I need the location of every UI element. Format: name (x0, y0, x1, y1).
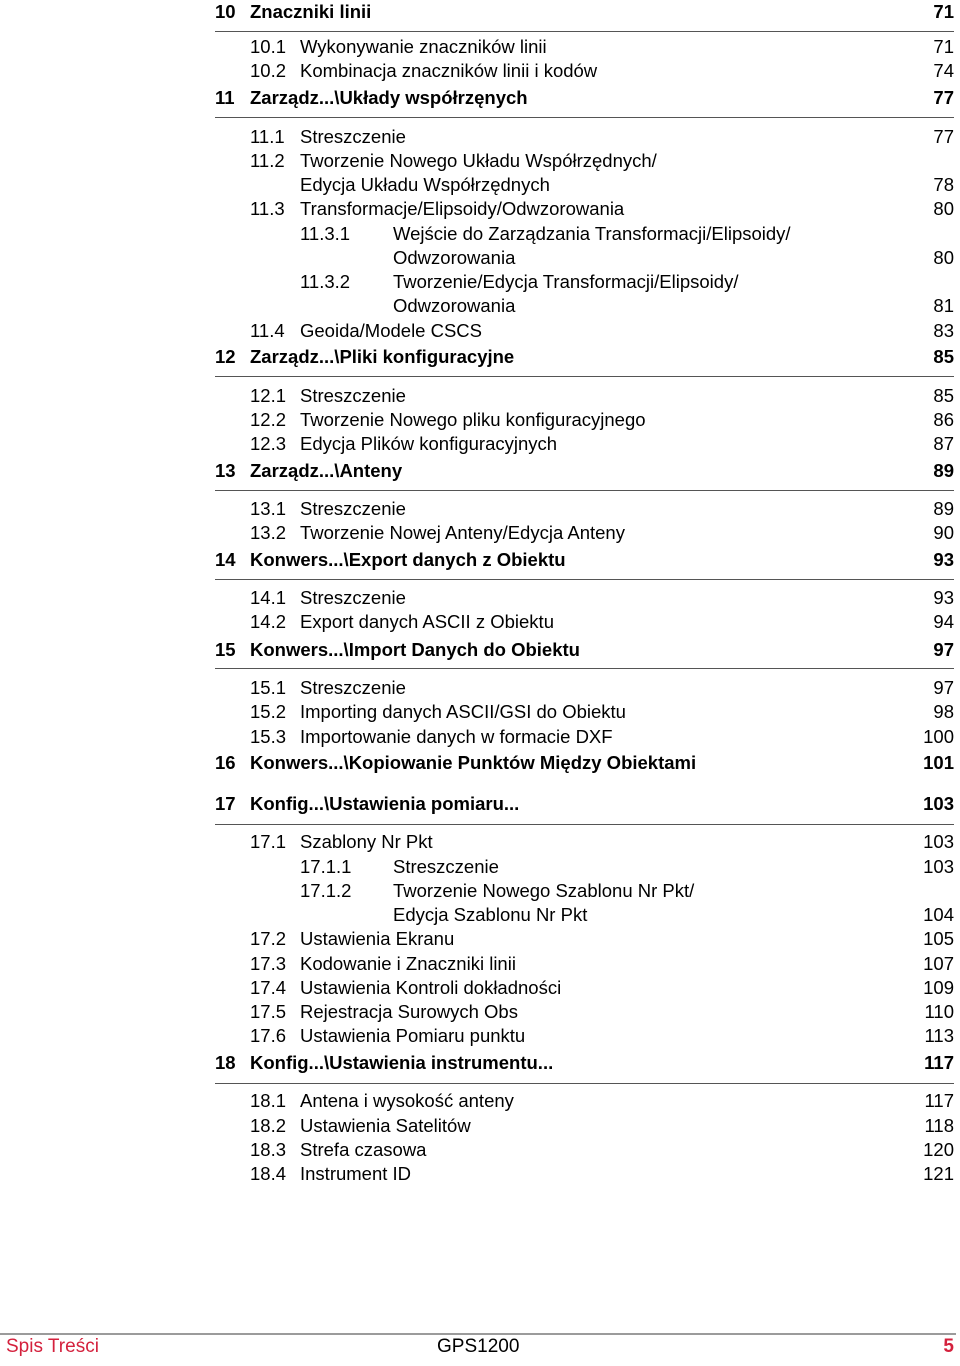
toc-entry-number: 15.2 (250, 701, 287, 722)
toc-entry-page: 86 (933, 409, 954, 430)
toc-entry-page: 93 (933, 549, 954, 570)
toc-chapter-entry[interactable] (0, 751, 960, 775)
toc-entry-number: 13.2 (250, 522, 287, 543)
toc-section-entry[interactable] (0, 879, 960, 903)
chapter-divider (215, 579, 954, 580)
toc-entry-number: 12.2 (250, 409, 287, 430)
toc-entry-title: Tworzenie/Edycja Transformacji/Elipsoidy/ (393, 271, 739, 292)
toc-entry-number: 13 (215, 460, 236, 481)
chapter-divider (215, 490, 954, 491)
toc-section-entry[interactable] (0, 700, 960, 724)
toc-entry-page: 77 (933, 126, 954, 147)
toc-entry-title: Tworzenie Nowego pliku konfiguracyjnego (300, 409, 646, 430)
toc-section-entry[interactable] (0, 270, 960, 294)
toc-section-entry[interactable] (0, 222, 960, 246)
toc-entry-title: Edycja Układu Współrzędnych (300, 174, 550, 195)
toc-entry-page: 71 (933, 1, 954, 22)
toc-entry-title: Tworzenie Nowego Szablonu Nr Pkt/ (393, 880, 695, 901)
toc-section-entry[interactable] (0, 1162, 960, 1186)
toc-entry-page: 78 (933, 174, 954, 195)
chapter-divider (215, 824, 954, 825)
toc-section-entry[interactable] (0, 149, 960, 173)
toc-section-entry[interactable] (0, 903, 960, 927)
toc-entry-title: Geoida/Modele CSCS (300, 320, 483, 341)
toc-entry-page: 117 (924, 1090, 954, 1111)
toc-entry-page: 118 (924, 1115, 954, 1136)
toc-entry-title: Instrument ID (300, 1163, 412, 1184)
toc-entry-title: Importing danych ASCII/GSI do Obiektu (300, 701, 626, 722)
toc-section-entry[interactable] (0, 1024, 960, 1048)
toc-entry-number: 12.3 (250, 433, 287, 454)
toc-entry-title: Zarządz...\Układy współrzęnych (250, 87, 528, 108)
toc-entry-number: 17 (215, 793, 236, 814)
toc-entry-title: Export danych ASCII z Obiektu (300, 611, 554, 632)
toc-entry-number: 10.2 (250, 60, 287, 81)
toc-section-entry[interactable] (0, 197, 960, 221)
toc-section-entry[interactable] (0, 855, 960, 879)
toc-entry-number: 15.3 (250, 726, 287, 747)
toc-entry-title: Konfig...\Ustawienia instrumentu... (250, 1052, 554, 1073)
toc-entry-title: Szablony Nr Pkt (300, 831, 433, 852)
toc-entry-title: Kombinacja znaczników linii i kodów (300, 60, 598, 81)
toc-entry-page: 103 (923, 856, 954, 877)
toc-entry-title: Streszczenie (300, 126, 406, 147)
toc-entry-number: 14 (215, 549, 236, 570)
toc-chapter-entry[interactable] (0, 548, 960, 572)
toc-entry-page: 85 (933, 385, 954, 406)
toc-section-entry[interactable] (0, 35, 960, 59)
toc-entry-number: 18.4 (250, 1163, 287, 1184)
toc-entry-page: 89 (933, 498, 954, 519)
toc-entry-number: 11.4 (250, 320, 285, 341)
toc-entry-number: 14.2 (250, 611, 287, 632)
toc-chapter-entry[interactable] (0, 345, 960, 369)
toc-entry-number: 12 (215, 346, 236, 367)
toc-section-entry[interactable] (0, 610, 960, 634)
toc-entry-number: 11.3.2 (300, 271, 351, 292)
toc-entry-title: Rejestracja Surowych Obs (300, 1001, 518, 1022)
toc-entry-page: 104 (923, 904, 954, 925)
toc-entry-page: 105 (923, 928, 954, 949)
toc-entry-page: 71 (933, 36, 954, 57)
toc-entry-title: Odwzorowania (393, 247, 516, 268)
toc-chapter-entry[interactable] (0, 86, 960, 110)
toc-entry-page: 103 (923, 793, 954, 814)
toc-entry-title: Ustawienia Kontroli dokładności (300, 977, 562, 998)
toc-entry-number: 14.1 (250, 587, 287, 608)
toc-entry-title: Wejście do Zarządzania Transformacji/Elipsoidy/ (393, 223, 791, 244)
toc-entry-number: 17.6 (250, 1025, 287, 1046)
toc-entry-number: 15 (215, 639, 236, 660)
toc-entry-number: 11.3.1 (300, 223, 351, 244)
toc-section-entry[interactable] (0, 976, 960, 1000)
toc-chapter-entry[interactable] (0, 792, 960, 816)
toc-section-entry[interactable] (0, 173, 960, 197)
toc-section-entry[interactable] (0, 521, 960, 545)
toc-entry-title: Streszczenie (300, 587, 406, 608)
toc-entry-title: Edycja Szablonu Nr Pkt (393, 904, 588, 925)
toc-entry-page: 97 (933, 677, 954, 698)
toc-entry-page: 77 (933, 87, 954, 108)
toc-entry-title: Streszczenie (300, 677, 406, 698)
toc-entry-page: 97 (933, 639, 954, 660)
toc-section-entry[interactable] (0, 676, 960, 700)
toc-entry-number: 18.2 (250, 1115, 287, 1136)
toc-entry-title: Znaczniki linii (250, 1, 372, 22)
toc-entry-number: 15.1 (250, 677, 287, 698)
toc-section-entry[interactable] (0, 952, 960, 976)
chapter-divider (215, 31, 954, 32)
toc-entry-number: 13.1 (250, 498, 287, 519)
toc-entry-page: 94 (933, 611, 954, 632)
page-footer (0, 1326, 960, 1366)
toc-section-entry[interactable] (0, 384, 960, 408)
toc-section-entry[interactable] (0, 1089, 960, 1113)
toc-entry-page: 74 (933, 60, 954, 81)
toc-chapter-entry[interactable] (0, 0, 960, 24)
toc-entry-title: Antena i wysokość anteny (300, 1090, 514, 1111)
toc-section-entry[interactable] (0, 246, 960, 270)
toc-section-entry[interactable] (0, 319, 960, 343)
toc-entry-title: Zarządz...\Anteny (250, 460, 403, 481)
toc-entry-page: 113 (924, 1025, 954, 1046)
toc-entry-number: 17.1 (250, 831, 287, 852)
toc-entry-number: 11.3 (250, 198, 285, 219)
toc-entry-page: 100 (923, 726, 954, 747)
toc-entry-number: 10.1 (250, 36, 287, 57)
toc-entry-page: 89 (933, 460, 954, 481)
toc-entry-title: Ustawienia Pomiaru punktu (300, 1025, 526, 1046)
toc-entry-title: Zarządz...\Pliki konfiguracyjne (250, 346, 515, 367)
toc-section-entry[interactable] (0, 725, 960, 749)
toc-entry-title: Konwers...\Export danych z Obiektu (250, 549, 566, 570)
toc-section-entry[interactable] (0, 1138, 960, 1162)
toc-entry-title: Konwers...\Kopiowanie Punktów Między Obiektami (250, 752, 697, 773)
toc-entry-page: 98 (933, 701, 954, 722)
toc-entry-number: 10 (215, 1, 236, 22)
footer-page-number: 5 (943, 1336, 954, 1357)
toc-entry-title: Ustawienia Ekranu (300, 928, 455, 949)
toc-entry-title: Streszczenie (300, 498, 406, 519)
toc-entry-title: Strefa czasowa (300, 1139, 427, 1160)
toc-entry-page: 80 (933, 247, 954, 268)
toc-section-entry[interactable] (0, 586, 960, 610)
toc-section-entry[interactable] (0, 1000, 960, 1024)
toc-entry-title: Tworzenie Nowego Układu Współrzędnych/ (300, 150, 657, 171)
toc-entry-number: 17.3 (250, 953, 287, 974)
toc-entry-number: 16 (215, 752, 236, 773)
toc-section-entry[interactable] (0, 497, 960, 521)
toc-section-entry[interactable] (0, 408, 960, 432)
toc-section-entry[interactable] (0, 432, 960, 456)
toc-entry-page: 90 (933, 522, 954, 543)
footer-product-name: GPS1200 (437, 1336, 520, 1357)
toc-entry-number: 17.4 (250, 977, 287, 998)
toc-entry-page: 117 (924, 1052, 954, 1073)
chapter-divider (215, 668, 954, 669)
toc-entry-page: 103 (923, 831, 954, 852)
toc-entry-title: Konwers...\Import Danych do Obiektu (250, 639, 580, 660)
toc-entry-number: 18 (215, 1052, 236, 1073)
chapter-divider (215, 376, 954, 377)
toc-chapter-entry[interactable] (0, 459, 960, 483)
toc-section-entry[interactable] (0, 294, 960, 318)
toc-entry-title: Ustawienia Satelitów (300, 1115, 471, 1136)
toc-entry-page: 85 (933, 346, 954, 367)
toc-section-entry[interactable] (0, 125, 960, 149)
toc-entry-number: 11.1 (250, 126, 285, 147)
toc-entry-number: 11.2 (250, 150, 285, 171)
toc-entry-page: 101 (923, 752, 954, 773)
toc-entry-page: 80 (933, 198, 954, 219)
toc-entry-number: 17.1.2 (300, 880, 352, 901)
toc-section-entry[interactable] (0, 927, 960, 951)
toc-entry-title: Transformacje/Elipsoidy/Odwzorowania (300, 198, 625, 219)
toc-entry-number: 11 (215, 87, 235, 108)
toc-entry-title: Streszczenie (393, 856, 499, 877)
toc-entry-page: 109 (923, 977, 954, 998)
toc-entry-number: 17.5 (250, 1001, 287, 1022)
chapter-divider (215, 1083, 954, 1084)
toc-entry-title: Odwzorowania (393, 295, 516, 316)
toc-section-entry[interactable] (0, 830, 960, 854)
toc-entry-title: Streszczenie (300, 385, 406, 406)
footer-section-title: Spis Treści (6, 1336, 99, 1357)
toc-section-entry[interactable] (0, 59, 960, 83)
toc-entry-title: Importowanie danych w formacie DXF (300, 726, 613, 747)
toc-chapter-entry[interactable] (0, 1051, 960, 1075)
toc-entry-number: 18.3 (250, 1139, 287, 1160)
toc-entry-page: 83 (933, 320, 954, 341)
toc-chapter-entry[interactable] (0, 638, 960, 662)
toc-entry-title: Konfig...\Ustawienia pomiaru... (250, 793, 520, 814)
toc-entry-number: 17.2 (250, 928, 287, 949)
toc-entry-title: Kodowanie i Znaczniki linii (300, 953, 516, 974)
toc-entry-number: 12.1 (250, 385, 287, 406)
toc-entry-title: Tworzenie Nowej Anteny/Edycja Anteny (300, 522, 625, 543)
toc-entry-page: 107 (923, 953, 954, 974)
toc-entry-page: 120 (923, 1139, 954, 1160)
toc-entry-page: 121 (923, 1163, 954, 1184)
toc-entry-page: 93 (933, 587, 954, 608)
toc-entry-page: 87 (933, 433, 954, 454)
chapter-divider (215, 117, 954, 118)
toc-entry-title: Wykonywanie znaczników linii (300, 36, 547, 57)
toc-entry-page: 81 (933, 295, 954, 316)
toc-entry-page: 110 (924, 1001, 954, 1022)
toc-entry-number: 18.1 (250, 1090, 287, 1111)
toc-entry-title: Edycja Plików konfiguracyjnych (300, 433, 558, 454)
toc-section-entry[interactable] (0, 1114, 960, 1138)
toc-entry-number: 17.1.1 (300, 856, 352, 877)
